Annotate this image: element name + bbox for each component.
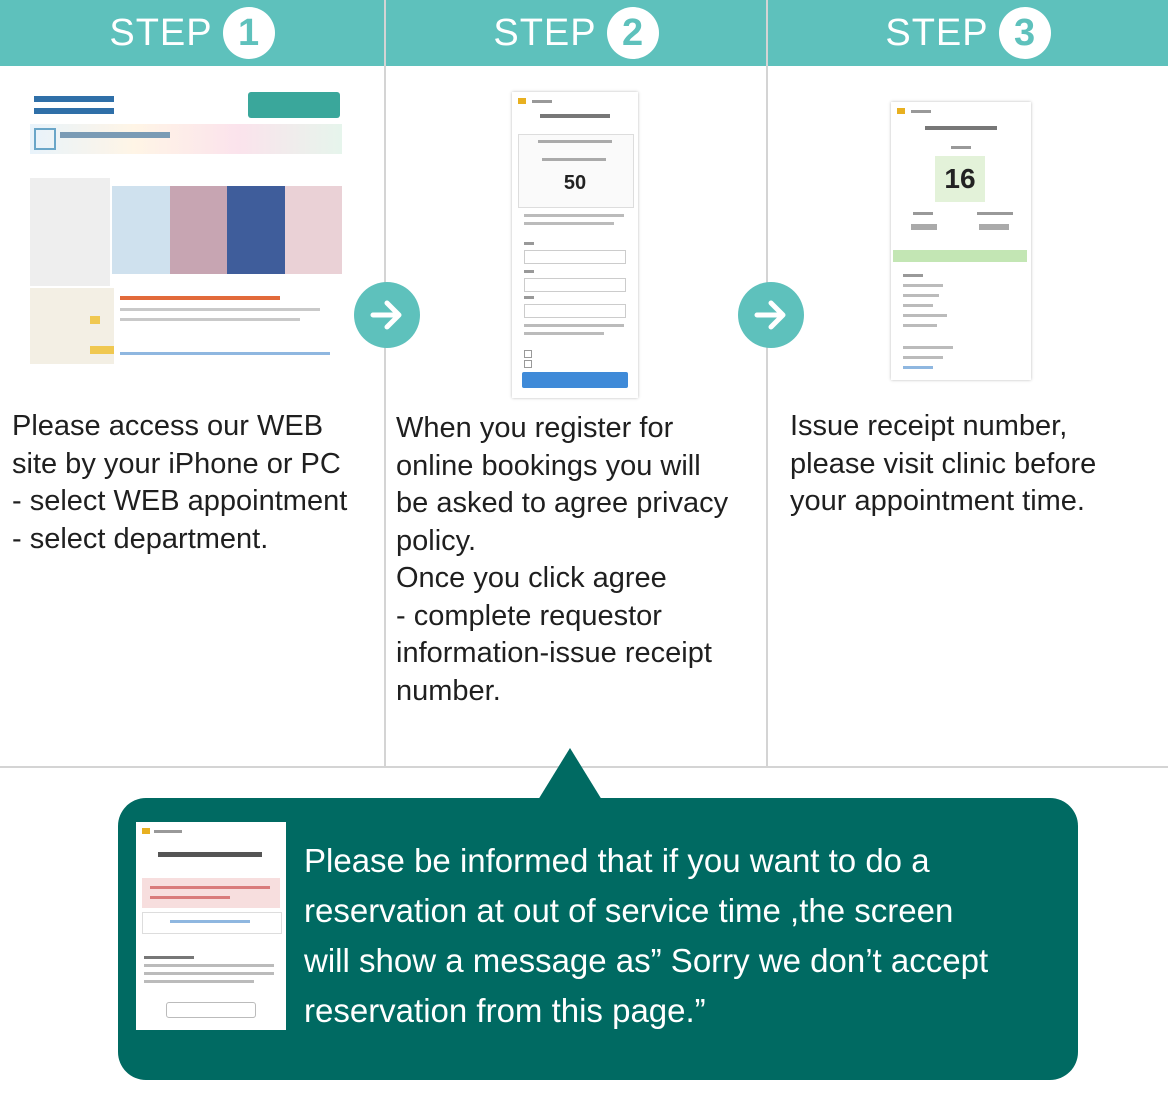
description-line: When you register for bbox=[396, 412, 674, 444]
description-line: information-issue receipt bbox=[396, 637, 712, 669]
notice-text bbox=[304, 836, 988, 1036]
description-line: Once you click agree bbox=[396, 562, 667, 594]
step-3-column bbox=[768, 0, 1168, 768]
description-line: site by your iPhone or PC bbox=[12, 447, 341, 480]
step-1-description bbox=[12, 408, 347, 558]
description-line: number. bbox=[396, 674, 501, 707]
description-line: please visit clinic before bbox=[790, 447, 1097, 480]
step-label: STEP bbox=[885, 11, 989, 54]
description-line: be asked to agree privacy bbox=[396, 487, 729, 519]
step-label: STEP bbox=[109, 11, 213, 54]
notice-line: will show a message as” Sorry we don’t accept bbox=[304, 942, 989, 979]
step-3-header bbox=[768, 0, 1168, 66]
receipt-number-screenshot bbox=[891, 102, 1031, 380]
callout-pointer bbox=[538, 748, 602, 800]
arrow-right-icon bbox=[354, 282, 420, 348]
step-number-badge: 3 bbox=[999, 7, 1051, 59]
registration-form-screenshot bbox=[512, 92, 638, 398]
notice-line: reservation at out of service time ,the screen bbox=[304, 892, 954, 929]
step-2-header bbox=[386, 0, 766, 66]
step-1-header bbox=[0, 0, 384, 66]
description-line: Please access our WEB bbox=[12, 410, 324, 442]
waiting-count: 50 bbox=[563, 172, 587, 194]
arrow-right-icon bbox=[738, 282, 804, 348]
notice-line: reservation from this page.” bbox=[304, 992, 706, 1029]
notice-line: Please be informed that if you want to do a bbox=[304, 842, 930, 879]
description-line: policy. bbox=[396, 524, 477, 557]
step-1-column bbox=[0, 0, 386, 768]
description-line: - select department. bbox=[12, 522, 269, 555]
description-line: - complete requestor bbox=[396, 599, 662, 632]
description-line: your appointment time. bbox=[790, 485, 1085, 517]
description-line: Issue receipt number, bbox=[790, 410, 1068, 442]
step-number-badge: 1 bbox=[223, 7, 275, 59]
website-screenshot bbox=[30, 86, 342, 366]
step-3-description bbox=[790, 408, 1096, 521]
step-2-column bbox=[386, 0, 768, 768]
step-number-badge: 2 bbox=[607, 7, 659, 59]
receipt-number: 16 bbox=[935, 156, 985, 202]
description-line: online bookings you will bbox=[396, 449, 701, 482]
description-line: - select WEB appointment bbox=[12, 485, 348, 517]
step-2-description bbox=[396, 410, 728, 710]
out-of-service-screenshot bbox=[136, 822, 286, 1030]
step-label: STEP bbox=[493, 11, 597, 54]
